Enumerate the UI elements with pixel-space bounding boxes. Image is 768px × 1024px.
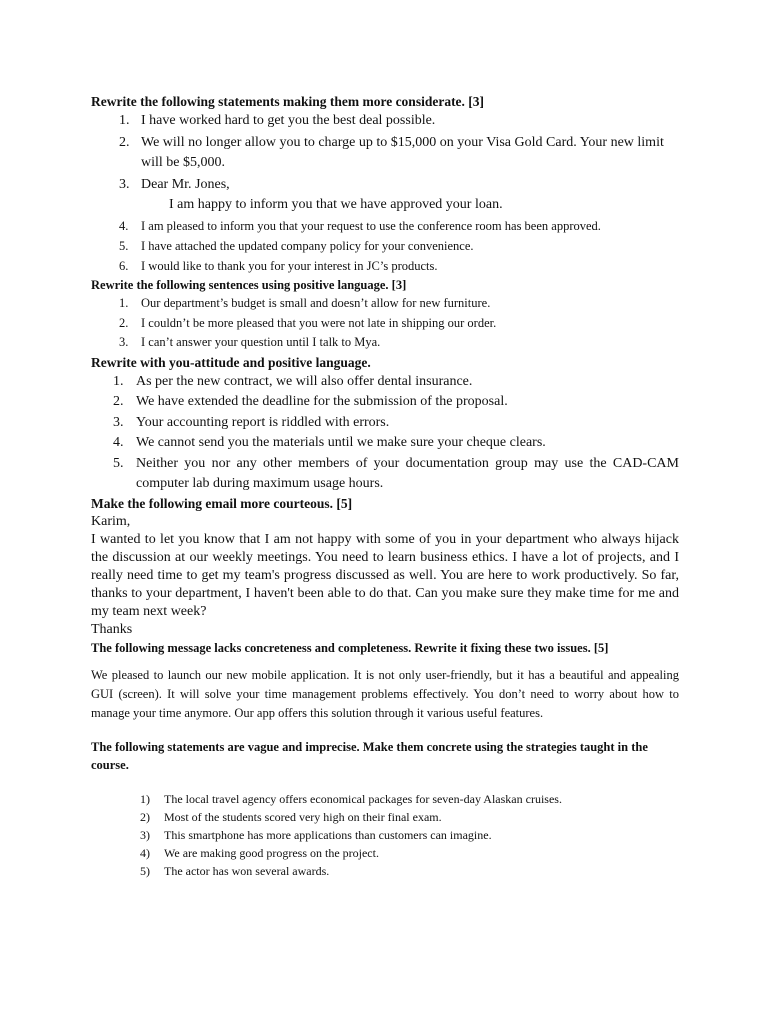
list-item: 5. I have attached the updated company policy for your convenience. — [119, 239, 474, 253]
list-item: 4. I am pleased to inform you that your request to use the conference room has been approved. — [119, 219, 601, 233]
list-item: 4. We cannot send you the materials until we make sure your cheque clears. — [113, 435, 546, 450]
list-item: 5) The actor has won several awards. — [140, 863, 330, 878]
section3-list — [91, 372, 679, 495]
section5-heading: The following message lacks concreteness and completeness. Rewrite it fixing these two issues. [5] — [91, 640, 609, 655]
list-item: 1. I have worked hard to get you the best deal possible. — [119, 113, 436, 128]
section2-list — [91, 294, 679, 353]
email-body: I wanted to let you know that I am not happy with some of you in your department who always hijack the discussion at our weekly meetings. You need to learn business ethics. I have a lot of projects, and I really need time to get my team's progress discussed as well. You are here to work productively. So far, thanks to your department, I haven't been able to do that. Can you make sure they make time for me and my team next week? — [91, 531, 679, 619]
section5-message: We pleased to launch our new mobile application. It is not only user-friendly, but it has a beautiful and appealing GUI (screen). It will solve your time management problems effectively. You don’t need to worry about how to manage your time anymore. Our app offers this solution through it various useful features. — [91, 667, 679, 720]
section1-list — [91, 111, 679, 276]
list-item: 2. I couldn’t be more pleased that you were not late in shipping our order. — [119, 315, 497, 330]
list-item: 2. We will no longer allow you to charge up to $15,000 on your Visa Gold Card. Your new limit will be $5,000. — [119, 135, 664, 170]
list-item: 5. Neither you nor any other members of your documentation group may use the CAD-CAM computer lab during maximum usage hours. — [113, 455, 679, 491]
list-item: 1. Our department’s budget is small and doesn’t allow for new furniture. — [119, 296, 491, 310]
document-page — [91, 93, 679, 880]
list-item: 1) The local travel agency offers economical packages for seven-day Alaskan cruises. — [140, 791, 562, 806]
list-item: 4) We are making good progress on the project. — [140, 845, 379, 860]
section4-heading: Make the following email more courteous. [5] — [91, 495, 353, 511]
section2-heading: Rewrite the following sentences using positive language. [3] — [91, 278, 407, 292]
email-greeting: Karim, — [91, 513, 131, 529]
list-item: 2. We have extended the deadline for the submission of the proposal. — [113, 394, 508, 409]
list-item: 6. I would like to thank you for your interest in JC’s products. — [119, 259, 438, 273]
section1-heading: Rewrite the following statements making them more considerate. [3] — [91, 94, 485, 109]
email-closing: Thanks — [91, 621, 133, 637]
email-text — [91, 513, 679, 639]
list-item: 3. I can’t answer your question until I talk to Mya. — [119, 335, 381, 349]
list-item: 3. Your accounting report is riddled with errors. — [113, 414, 390, 430]
list-item: 3) This smartphone has more applications than customers can imagine. — [140, 827, 492, 842]
list-item: 1. As per the new contract, we will also offer dental insurance. — [113, 373, 473, 389]
section6-list — [91, 790, 679, 880]
section6-heading: The following statements are vague and imprecise. Make them concrete using the strategies taught in the course. — [91, 739, 648, 772]
list-item: 3. Dear Mr. Jones, I am happy to inform you that we have approved your loan. — [119, 177, 503, 212]
list-item: 2) Most of the students scored very high on their final exam. — [140, 809, 442, 824]
section3-heading: Rewrite with you-attitude and positive language. — [91, 354, 371, 370]
